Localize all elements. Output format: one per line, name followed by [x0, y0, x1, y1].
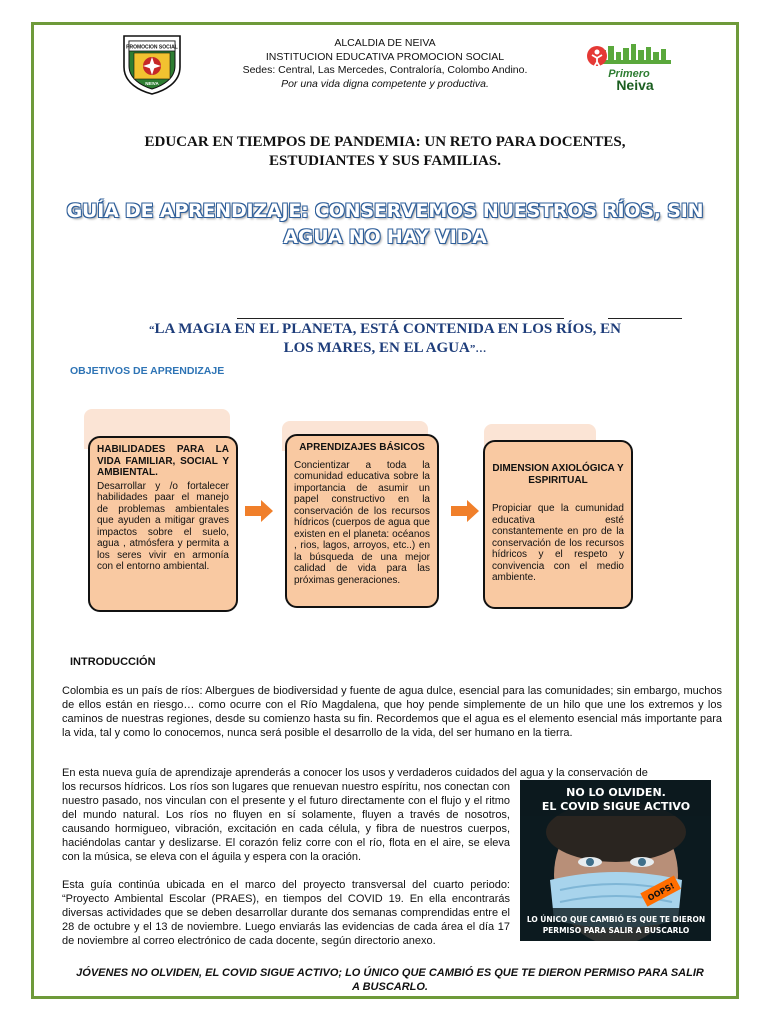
header-line-municipality: ALCALDIA DE NEIVA — [334, 37, 436, 49]
objective-box-title: HABILIDADES PARA LA VIDA FAMILIAR, SOCIAL Y AMBIENTAL. — [97, 444, 229, 478]
intro-paragraph-3: Esta guía continúa ubicada en el marco del proyecto transversal del cuarto periodo: “Proyecto Ambiental Escolar (PRAES), en tiempos del COVID 19. En ella encontrarás diversas actividades que se deben desarrollar durante dos semanas comprendidas entre el 28 de octubre y el 13 de noviembre. Luego enviarás las evidencias de cada área el día 17 de noviembre al correo electrónico de cada docente, según directorio anexo. — [62, 879, 510, 947]
main-heading-line1: EDUCAR EN TIEMPOS DE PANDEMIA: UN RETO PARA DOCENTES, — [144, 134, 626, 150]
quote-line1: LA MAGIA EN EL PLANETA, ESTÁ CONTENIDA EN LOS RÍOS, EN — [154, 321, 621, 337]
intro-paragraph-1: Colombia es un país de ríos: Albergues de biodiversidad y fuente de agua dulce, esencial para las comunidades; sin embargo, muchos de ellos están en riesgo… como ocurre con el Río Magdalena, que hoy pende simplemente de un hilo que une los extremos y los caminos de nuestras regiones, desde su comienzo hasta su fin. Recordemos que el agua es el elemento esencial más importante para la vida, tal y como lo conocemos, nunca será posible el desarrollo de la vida, del ser humano en la tierra. — [62, 685, 722, 739]
divider-line-short — [608, 318, 682, 319]
covid-image-top-line1: NO LO OLVIDEN. — [566, 786, 666, 799]
arrow-right-icon — [451, 500, 479, 522]
city-logo-line2: Neiva — [616, 77, 654, 93]
closing-line2: A BUSCARLO. — [352, 981, 428, 993]
objective-box-axiological — [483, 440, 633, 609]
institution-header — [200, 37, 570, 91]
objective-box-life-skills — [88, 436, 238, 612]
covid-image-tag: OOPS! — [646, 881, 676, 903]
introduction-heading: INTRODUCCIÓN — [70, 656, 156, 668]
covid-awareness-image — [520, 780, 711, 941]
guide-title-line2: AGUA NO HAY VIDA — [283, 226, 487, 248]
covid-image-bottom-line2: PERMISO PARA SALIR A BUSCARLO — [542, 926, 690, 935]
quote-open-mark: “ — [149, 324, 155, 336]
crest-top-text: PROMOCION SOCIAL — [126, 44, 178, 51]
header-line-campuses: Sedes: Central, Las Mercedes, Contraloría, Colombo Andino. — [242, 64, 528, 76]
objective-box-body: Concientizar a toda la comunidad educativa sobre la importancia de asumir un papel constructivo en la conservación de los recursos hídricos (cuerpos de agua que existen en el planeta: océanos , rios, lagos, arroyos, etc..) en la búsqueda de una mejor calidad de vida para las próximas generaciones. — [294, 459, 430, 586]
school-crest-logo — [120, 33, 184, 95]
arrow-right-icon — [245, 500, 273, 522]
objective-box-body: Propiciar que la cumunidad educativa esté constantemente en pro de la conservación de los recursos hídricos y el respeto y convivencia con el medio ambiente. — [492, 503, 624, 583]
divider-line — [237, 318, 564, 319]
objective-box-basic-learning — [285, 434, 439, 608]
objectives-heading: OBJETIVOS DE APRENDIZAJE — [70, 365, 225, 377]
closing-line1: JÓVENES NO OLVIDEN, EL COVID SIGUE ACTIVO; LO ÚNICO QUE CAMBIÓ ES QUE TE DIERON PERMISO PARA SALIR — [76, 967, 704, 979]
primero-neiva-logo — [583, 42, 683, 94]
quote-close-mark: ”… — [469, 343, 487, 355]
crest-bottom-text: NEIVA — [145, 81, 159, 86]
header-motto: Por una vida digna competente y productiva. — [281, 77, 489, 90]
covid-image-top-line2: EL COVID SIGUE ACTIVO — [541, 800, 691, 813]
city-logo-line1: Primero — [608, 68, 650, 80]
header-line-institution: INSTITUCION EDUCATIVA PROMOCION SOCIAL — [265, 50, 505, 63]
objective-box-title: DIMENSION AXIOLÓGICA Y ESPIRITUAL — [492, 463, 624, 486]
closing-message — [60, 966, 720, 994]
intro-paragraph-2-first-line: En esta nueva guía de aprendizaje aprenderás a conocer los usos y verdaderos cuidados del agua y la conservación de — [62, 767, 648, 779]
main-heading — [80, 133, 690, 171]
quote-line2: LOS MARES, EN EL AGUA — [283, 340, 470, 356]
quote — [110, 320, 660, 358]
guide-title — [60, 198, 710, 250]
guide-title-line1: GUÍA DE APRENDIZAJE: CONSERVEMOS NUESTROS RÍOS, SIN — [66, 200, 704, 222]
main-heading-line2: ESTUDIANTES Y SUS FAMILIAS. — [268, 153, 501, 169]
intro-paragraph-2: los recursos hídricos. Los ríos son lugares que renuevan nuestro espíritu, nos conectan con nuestro pasado, nos vinculan con el presente y el futuro directamente con el flujo y el ritmo del mundo natural. Los ríos no fluyen en sí solamente, fluyen a través de nosotros, causando hormigueo, vibración, excitación en cada célula, y fibra de nuestros cuerpos, haciéndolas cantar y deslizarse. El corazón feliz corre con el río, flota en el aire, se eleva con la música, se eleva con el águila y espera con la oración. — [62, 781, 510, 863]
objective-box-body: Desarrollar y /o fortalecer habilidades paar el manejo de problemas ambientales que ayuden a mitigar graves impactos sobre el suelo, agua , atmósfera y permita a los seres vivir en armonía con el entorno ambiental. — [97, 480, 229, 572]
covid-image-bottom-line1: LO ÚNICO QUE CAMBIÓ ES QUE TE DIERON — [526, 915, 706, 924]
objective-box-title: APRENDIZAJES BÁSICOS — [299, 442, 425, 453]
